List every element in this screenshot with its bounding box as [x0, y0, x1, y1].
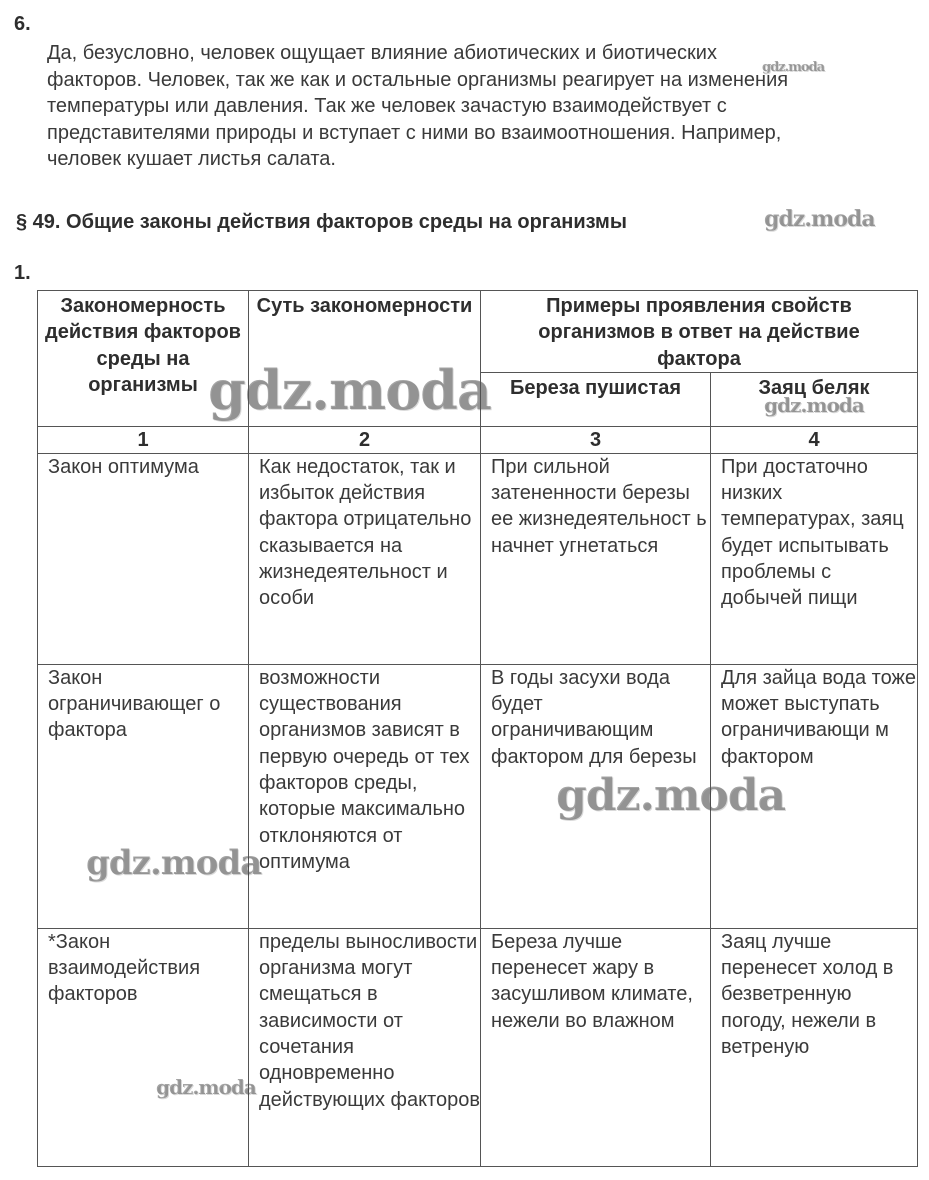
column-number: 1 — [38, 426, 249, 453]
table-row — [38, 453, 918, 664]
hare-cell: При достаточно низких температурах, заяц будет испытывать проблемы с добычей пищи — [711, 453, 918, 664]
question-1-number: 1. — [14, 262, 31, 284]
law-cell: *Закон взаимодействия факторов — [38, 928, 249, 1166]
law-cell: Закон ограничивающег о фактора — [38, 664, 249, 928]
column-number: 4 — [711, 426, 918, 453]
birch-cell: В годы засухи вода будет ограничивающим фактором для березы — [481, 664, 711, 928]
column-number: 2 — [249, 426, 481, 453]
watermark: gdz.moda — [762, 60, 825, 75]
essence-cell: пределы выносливости организма могут смещаться в зависимости от сочетания одновременно действующих факторов — [249, 928, 481, 1166]
header-hare: Заяц беляк — [711, 372, 918, 426]
watermark: gdz.moda — [86, 843, 262, 883]
watermark: gdz.moda — [556, 770, 786, 821]
law-cell: Закон оптимума — [38, 453, 249, 664]
watermark: gdz.moda — [156, 1075, 256, 1099]
section-title: § 49. Общие законы действия факторов среды на организмы — [16, 211, 627, 233]
essence-cell: возможности существования организмов зависят в первую очередь от тех факторов среды, которые максимально отклоняются от оптимума — [249, 664, 481, 928]
header-law: Закономерность действия факторов среды на организмы — [38, 291, 249, 427]
header-examples: Примеры проявления свойств организмов в ответ на действие фактора — [481, 291, 918, 373]
answer-line: представителями природы и вступает с ними во взаимоотношения. Например, — [47, 121, 782, 144]
answer-line: Да, безусловно, человек ощущает влияние абиотических и биотических — [47, 42, 717, 64]
question-6-number: 6. — [14, 13, 31, 35]
column-number: 3 — [481, 426, 711, 453]
table-row — [38, 928, 918, 1166]
header-birch: Береза пушистая — [481, 372, 711, 426]
birch-cell: При сильной затененности березы ее жизнедеятельност ь начнет угнетаться — [481, 453, 711, 664]
table-row — [38, 664, 918, 928]
hare-cell: Для зайца вода тоже может выступать ограничивающи м фактором — [711, 664, 918, 928]
hare-cell: Заяц лучше перенесет холод в безветренную погоду, нежели в ветреную — [711, 928, 918, 1166]
answer-line: температуры или давления. Так же человек зачастую взаимодействует с — [47, 95, 727, 117]
birch-cell: Береза лучше перенесет жару в засушливом климате, нежели во влажном — [481, 928, 711, 1166]
answer-line: факторов. Человек, так же как и остальные организмы реагирует на изменения — [47, 68, 789, 91]
header-essence: Суть закономерности — [249, 291, 481, 427]
watermark: gdz.moda — [764, 393, 864, 417]
essence-cell: Как недостаток, так и избыток действия фактора отрицательно сказывается на жизнедеятельност и особи — [249, 453, 481, 664]
watermark: gdz.moda — [764, 206, 875, 232]
answer-line: человек кушает листья салата. — [47, 148, 336, 170]
watermark: gdz.moda — [208, 358, 491, 422]
